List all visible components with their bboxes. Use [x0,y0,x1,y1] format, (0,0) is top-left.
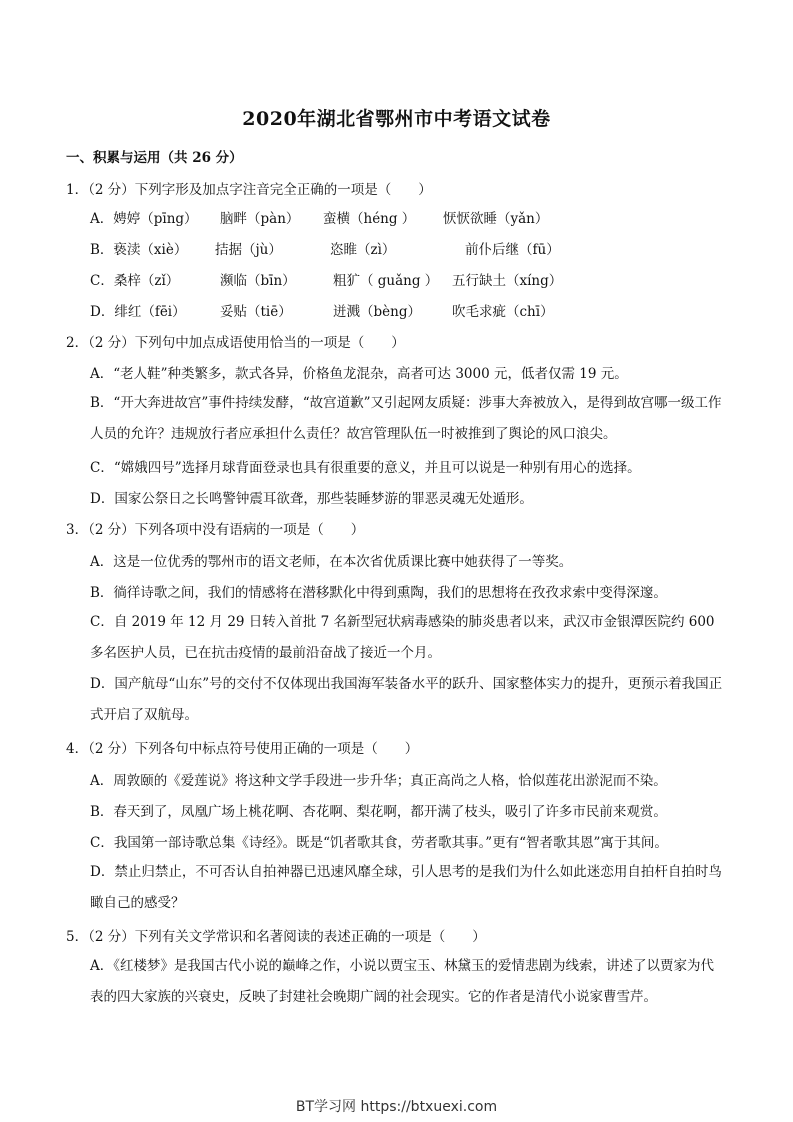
question-5-option-a [66,951,726,1013]
option-d-item-4: 吹毛求疵（chī） [452,304,554,320]
question-3-option-d [66,669,726,731]
option-a-item-2: 脑畔（pàn） [220,211,300,227]
option-c-item-1: C．桑梓（zǐ） [90,273,180,289]
option-d-item-1: D．绯红（fēi） [90,304,186,320]
option-d-item-2: 妥贴（tiē） [220,304,292,320]
question-4-option-c: C．我国第一部诗歌总集《诗经》。既是“饥者歌其食，劳者歌其事。”更有“智者歌其恩”寓于其间。 [90,835,668,851]
question-4-stem: 4．（2 分）下列各句中标点符号使用正确的一项是（ ） [66,741,419,757]
option-a-item-4: 恹恹欲睡（yǎn） [443,211,549,227]
option-b-item-4: 前仆后继（fū） [465,242,560,258]
question-3-stem: 3．（2 分）下列各项中没有语病的一项是（ ） [66,522,365,538]
option-b-item-2: 拮据（jù） [215,242,282,258]
option-a-item-1: A．娉婷（pīng） [90,211,198,227]
question-4-option-b: B．春天到了，凤凰广场上桃花啊、杏花啊、梨花啊，都开满了枝头，吸引了许多市民前来观赏。 [90,804,667,820]
question-4-option-d-text: D．禁止归禁止，不可否认自拍神器已迅速风靡全球，引人思考的是我们为什么如此迷恋用自拍杆自拍时鸟瞰自己的感受？ [90,864,722,911]
option-d-item-3: 迸溅（bèng） [333,304,421,320]
question-1-stem: 1．（2 分）下列字形及加点字注音完全正确的一项是（ ） [66,182,432,198]
question-4-option-a: A．周敦颐的《爱莲说》将这种文学手段进一步升华；真正高尚之人格，恰似莲花出淤泥而不染。 [90,773,667,789]
question-5-stem: 5．（2 分）下列有关文学常识和名著阅读的表述正确的一项是（ ） [66,929,486,945]
question-3-option-c [66,607,726,669]
question-2-option-d: D．国家公祭日之长鸣警钟震耳欲聋，那些装睡梦游的罪恶灵魂无处遁形。 [90,491,533,507]
watermark-footer: BT学习网 https://btxuexi.com [295,1099,498,1115]
question-3-option-c-text: C．自 2019 年 12 月 29 日转入首批 7 名新型冠状病毒感染的肺炎患者以来，武汉市金银潭医院约 600 多名医护人员，已在抗击疫情的最前沿奋战了接近一个月。 [90,614,715,661]
option-a-item-3: 蛮横（héng ） [323,211,416,227]
question-3-option-a: A．这是一位优秀的鄂州市的语文老师，在本次省优质课比赛中她获得了一等奖。 [90,554,573,570]
option-c-item-2: 濒临（bīn） [220,273,296,289]
question-3-option-d-text: D．国产航母“山东”号的交付不仅体现出我国海军装备水平的跃升、国家整体实力的提升，更预示着我国正式开启了双航母。 [90,676,723,723]
question-2-option-b [66,388,726,450]
option-b-item-1: B．亵渎（xiè） [90,242,188,258]
question-3-option-b: B．徜徉诗歌之间，我们的情感将在潜移默化中得到熏陶，我们的思想将在孜孜求索中变得深邃。 [90,585,667,601]
option-b-item-3: 恣睢（zì） [330,242,396,258]
question-2-option-a: A．“老人鞋”种类繁多，款式各异，价格鱼龙混杂，高者可达 3000 元，低者仅需 19 元。 [90,366,628,382]
page-title: 2020年湖北省鄂州市中考语文试卷 [242,108,551,130]
section-heading: 一、积累与运用（共 26 分） [66,150,243,166]
option-c-item-3: 粗犷（ guǎng ） [333,273,439,289]
question-2-option-c: C．“嫦娥四号”选择月球背面登录也具有很重要的意义，并且可以说是一种别有用心的选择。 [90,460,641,476]
question-2-stem: 2．（2 分）下列句中加点成语使用恰当的一项是（ ） [66,335,405,351]
option-c-item-4: 五行缺土（xíng） [452,273,563,289]
question-4-option-d [66,857,726,919]
question-2-option-b-text: B．“开大奔进故宫”事件持续发酵，“故宫道歉”又引起网友质疑：涉事大奔被放入，是得到故宫哪一级工作人员的允许？违规放行者应承担什么责任？故宫管理队伍一时被推到了舆论的风口浪尖。 [90,395,722,442]
question-5-option-a-text: A．《红楼梦》是我国古代小说的巅峰之作，小说以贾宝玉、林黛玉的爱情悲剧为线索，讲述了以贾家为代表的四大家族的兴衰史，反映了封建社会晚期广阔的社会现实。它的作者是清代小说家曹雪芹。 [90,958,714,1005]
